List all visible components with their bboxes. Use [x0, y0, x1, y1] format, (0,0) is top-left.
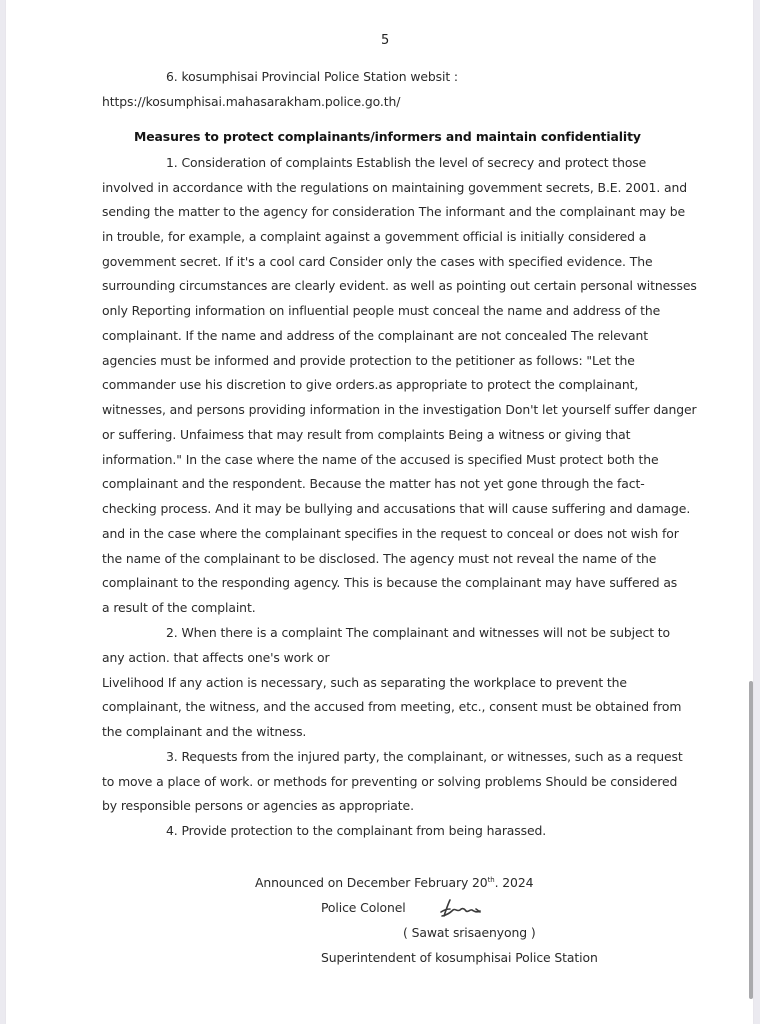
- announcement-year: . 2024: [494, 875, 534, 890]
- paragraph-1-line: and in the case where the complainant specifies in the request to conceal or does not wish for: [102, 526, 679, 541]
- signer-name: ( Sawat srisaenyong ): [403, 925, 536, 940]
- page-number: 5: [381, 33, 390, 48]
- paragraph-2-line: the complainant and the witness.: [102, 724, 307, 739]
- date-ordinal-suffix: th: [487, 876, 495, 884]
- document-page: [6, 0, 753, 1024]
- paragraph-1-line: sending the matter to the agency for consideration The informant and the complainant may be: [102, 204, 686, 219]
- paragraph-2-line: any action. that affects one's work or: [102, 650, 330, 665]
- paragraph-3-line: to move a place of work. or methods for preventing or solving problems Should be considered: [102, 774, 678, 789]
- paragraph-1-line: complainant to the responding agency. This is because the complainant may have suffered as: [102, 575, 678, 590]
- paragraph-1-line: surrounding circumstances are clearly evident. as well as pointing out certain personal witnesses: [102, 278, 697, 293]
- section-heading: Measures to protect complainants/informers and maintain confidentiality: [134, 129, 641, 144]
- signer-rank: Police Colonel: [321, 900, 406, 915]
- paragraph-2-line: Livelihood If any action is necessary, such as separating the workplace to prevent the: [102, 675, 627, 690]
- paragraph-1-line: in trouble, for example, a complaint against a govemment official is initially considered a: [102, 229, 647, 244]
- announcement-date-prefix: Announced on December February 20: [255, 875, 488, 890]
- paragraph-1-line: only Reporting information on influential people must conceal the name and address of the: [102, 303, 661, 318]
- website-url[interactable]: https://kosumphisai.mahasarakham.police.go.th/: [102, 94, 401, 109]
- paragraph-2-line: complainant, the witness, and the accused from meeting, etc., consent must be obtained from: [102, 699, 682, 714]
- paragraph-1-line: 1. Consideration of complaints Establish the level of secrecy and protect those: [166, 155, 647, 170]
- paragraph-1-line: govemment secret. If it's a cool card Consider only the cases with specified evidence. The: [102, 254, 653, 269]
- handwritten-signature-icon: [438, 896, 484, 920]
- paragraph-3-line: by responsible persons or agencies as appropriate.: [102, 798, 414, 813]
- paragraph-1-line: or suffering. Unfaimess that may result from complaints Being a witness or giving that: [102, 427, 631, 442]
- item-6-website-label: 6. kosumphisai Provincial Police Station websit :: [166, 69, 459, 84]
- vertical-scrollbar-thumb[interactable]: [749, 681, 753, 999]
- paragraph-3-line: 3. Requests from the injured party, the complainant, or witnesses, such as a request: [166, 749, 683, 764]
- paragraph-1-line: information." In the case where the name of the accused is specified Must protect both the: [102, 452, 659, 467]
- paragraph-2-line: 2. When there is a complaint The complainant and witnesses will not be subject to: [166, 625, 671, 640]
- paragraph-1-line: agencies must be informed and provide protection to the petitioner as follows: "Let the: [102, 353, 635, 368]
- paragraph-1-line: the name of the complainant to be disclosed. The agency must not reveal the name of the: [102, 551, 657, 566]
- paragraph-1-line: witnesses, and persons providing information in the investigation Don't let yourself suffer danger: [102, 402, 697, 417]
- paragraph-1-line: involved in accordance with the regulations on maintaining govemment secrets, B.E. 2001. and: [102, 180, 688, 195]
- paragraph-1-line: complainant and the respondent. Because the matter has not yet gone through the fact-: [102, 476, 645, 491]
- announcement-date: [255, 875, 533, 890]
- paragraph-1-line: complainant. If the name and address of the complainant are not concealed The relevant: [102, 328, 648, 343]
- paragraph-1-line: commander use his discretion to give orders.as appropriate to protect the complainant,: [102, 377, 639, 392]
- paragraph-4-line: 4. Provide protection to the complainant from being harassed.: [166, 823, 547, 838]
- paragraph-1-line: a result of the complaint.: [102, 600, 256, 615]
- signer-title: Superintendent of kosumphisai Police Station: [321, 950, 598, 965]
- paragraph-1-line: checking process. And it may be bullying and accusations that will cause suffering and damage.: [102, 501, 691, 516]
